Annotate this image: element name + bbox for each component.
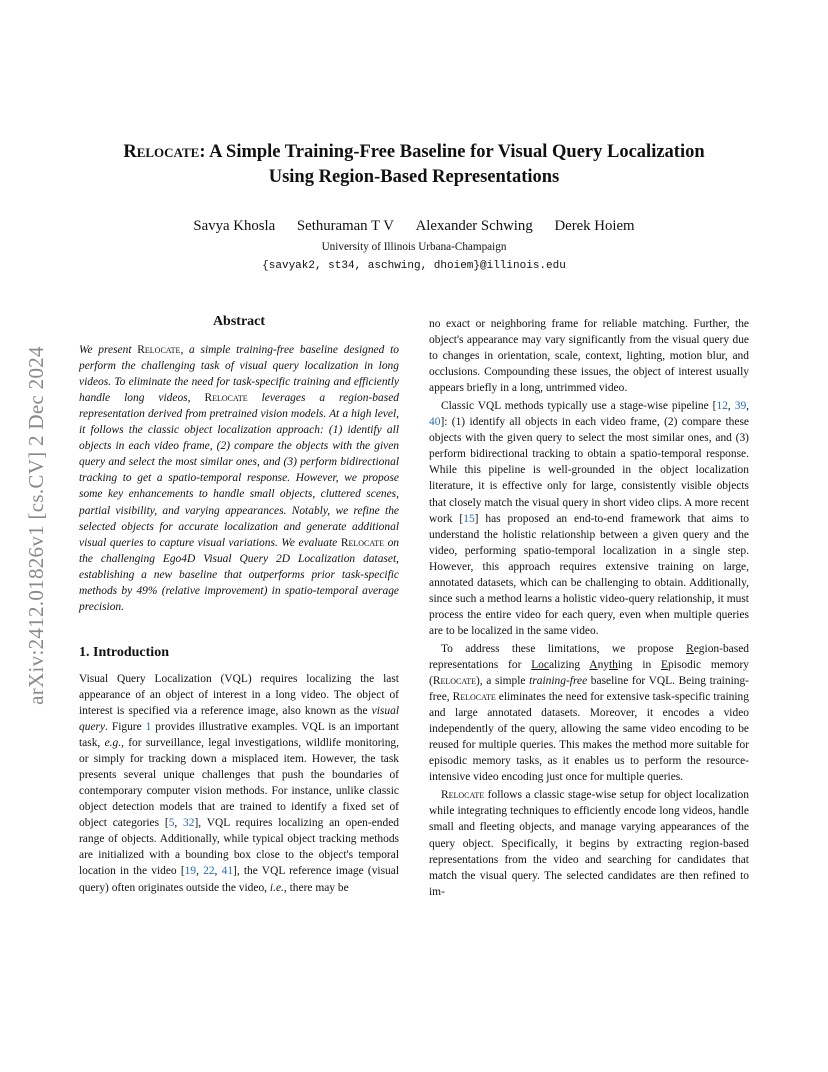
- affiliation: University of Illinois Urbana-Champaign: [321, 241, 507, 253]
- body-paragraph: no exact or neighboring frame for reliable matching. Further, the object's appearance may vary significantly from the visual query due to changes in orientation, scale, context, lighting, motion blur, and occlusions. Compounding these issues, the object of interest usually appears briefly in a long, untrimmed video.: [429, 318, 749, 395]
- text-segment: Visual Query Localization (VQL) requires localizing the last appearance of an object of interest in a long video. The object of interest is specified via a reference image, also known as the: [79, 672, 399, 717]
- emphasis: e.g.: [104, 737, 122, 750]
- abstract-segment: , a simple training-free baseline designed to perform the challenging task of visual query localization in long videos. To eliminate the need for task-specific training and efficiently handle long videos,: [79, 344, 399, 405]
- citation-link[interactable]: 12: [716, 400, 728, 413]
- text-segment: alizing: [548, 658, 590, 671]
- body-paragraph: [429, 398, 749, 639]
- citation-link[interactable]: 19: [184, 865, 197, 878]
- citation-link[interactable]: 40: [429, 416, 441, 429]
- paper-title: [80, 140, 748, 190]
- author-name: Savya Khosla: [193, 218, 276, 234]
- citation-link[interactable]: 32: [183, 817, 195, 830]
- author-name: Sethuraman T V: [296, 218, 394, 234]
- abstract-segment: on the challenging Ego4D Visual Query 2D Localization dataset, establishing a new baseline that outperforms prior task-specific methods by 49% (relative improvement) in spatio-temporal average precision.: [79, 536, 400, 613]
- acronym-letter: A: [589, 658, 598, 671]
- citation-link[interactable]: 5: [168, 817, 175, 830]
- text-segment: ,: [214, 865, 222, 878]
- author-name: Alexander Schwing: [415, 218, 533, 234]
- citation-link[interactable]: 15: [463, 512, 475, 525]
- text-segment: egion-based representations for: [429, 642, 749, 671]
- author-emails: {savyak2, st34, aschwing, dhoiem}@illinois.edu: [262, 260, 566, 272]
- text-segment: ,: [746, 400, 750, 413]
- text-segment: ,: [174, 817, 184, 830]
- method-name: Relocate: [452, 691, 496, 704]
- text-segment: ] has proposed an end-to-end framework that aims to understand the holistic relationship between a given query and the video, performing spatio-temporal localization in a single step. However, this approach requires extensive training on large, annotated datasets, which can be challenging to obtain. Additionally, since such a method learns a holistic video-query relationship, it must process the entire video for each query, even when multiple queries are to be localized in the same video.: [429, 512, 749, 637]
- title-line-1: [80, 140, 748, 165]
- abstract-segment: We present: [79, 344, 138, 357]
- emphasis: visual query: [79, 704, 399, 734]
- body-paragraph: [429, 787, 749, 899]
- figure-link[interactable]: 1: [145, 721, 152, 734]
- section-heading-introduction: 1. Introduction: [79, 644, 169, 660]
- abstract-segment: leverages a region-based representation derived from pretrained vision models. At a high level, it follows the classic object localization approach: (1) identify all objects in each video frame, (2) compare the objects with the given query and select the most similar ones, and (3) perform bidirectional tracking to get a spatio-temporal response. However, we propose some key enhancements to handle small objects, cluttered scenes, partial visibility, and varying appearances. Notably, we refine the selected objects for accurate localization and generate additional visual queries to capture visual variations. We evaluate: [79, 392, 399, 549]
- text-segment: ], the VQL reference image (visual query) often originates outside the video,: [79, 865, 400, 894]
- text-segment: ], VQL requires localizing an open-ended range of objects. Additionally, while typical object tracking methods are initialized with a bounding box close to the object's temporal location in the video [: [79, 817, 400, 878]
- title-line-1-rest: : A Simple Training-Free Baseline for Visual Query Localization: [199, 142, 705, 162]
- method-name: Relocate: [137, 344, 181, 357]
- left-column: [79, 300, 399, 896]
- acronym-letter: E: [661, 658, 669, 671]
- text-segment: ,: [196, 865, 204, 878]
- acronym-letter: th: [609, 658, 618, 671]
- method-name: Relocate: [204, 392, 248, 405]
- title-method-name: Relocate: [123, 142, 200, 162]
- text-segment: pisodic memory (: [429, 658, 750, 688]
- acronym-letter: Loc: [531, 658, 549, 671]
- abstract-text: [79, 342, 399, 615]
- acronym-letter: R: [686, 642, 694, 655]
- text-segment: ]: (1) identify all objects in each video frame, (2) compare these objects with the given query to select the most similar ones, and (3) perform bidirectional tracking to obtain a spatio-temporal response. While this pipeline is well-grounded in the object localization literature, it is effective only for large, consistently visible objects that closely match the visual query in short video clips. A more recent work [: [429, 416, 749, 525]
- citation-link[interactable]: 22: [203, 865, 215, 878]
- text-segment: , there may be: [283, 881, 349, 894]
- citation-link[interactable]: 39: [734, 400, 747, 413]
- text-segment: ing in: [617, 658, 662, 671]
- text-segment: follows a classic stage-wise setup for object localization while integrating techniques to efficiently encode long videos, handle small and fleeting objects, and manage varying appearances of the query object. Specifically, it begins by extracting region-based representations from the video and searching for candidates that match the visual query. The selected candidates are then refined to im-: [429, 789, 749, 898]
- author-name: Derek Hoiem: [554, 218, 635, 234]
- author-list: [80, 218, 748, 235]
- body-paragraph: [429, 641, 749, 785]
- text-segment: ny: [597, 658, 609, 671]
- text-segment: eliminates the need for extensive task-specific training and large annotated datasets. Moreover, it encodes a video independently of the query, allowing the same video encoding to be reused for multiple queries. This makes the method more suitable for episodic memory tasks, as it enables us to perform the resource-intensive video encoding just once for multiple queries.: [429, 691, 749, 784]
- text-segment: baseline for VQL. Being training-free,: [429, 675, 749, 704]
- text-segment: ), a simple: [476, 675, 530, 688]
- method-name: Relocate: [432, 675, 476, 688]
- text-segment: . Figure: [105, 721, 146, 734]
- text-segment: To address these limitations, we propose: [441, 642, 687, 655]
- emphasis: i.e.: [269, 881, 284, 894]
- text-segment: ,: [727, 400, 735, 413]
- text-segment: provides illustrative examples. VQL is an important task,: [79, 721, 399, 750]
- intro-paragraph: [79, 671, 399, 896]
- text-segment: , for surveillance, legal investigations, wildlife monitoring, or simply for tracking down a misplaced item. However, the task presents several unique challenges that push the boundaries of contemporary computer vision methods. For instance, unlike classic object detection models that are trained to identify a fixed set of object categories [: [79, 737, 399, 830]
- abstract-heading: Abstract: [212, 314, 266, 329]
- text-segment: Classic VQL methods typically use a stage-wise pipeline [: [441, 400, 717, 413]
- right-column: [429, 316, 749, 900]
- method-name: Relocate: [441, 789, 485, 802]
- arxiv-id-label: arXiv:2412.01826v1 [cs.CV] 2 Dec 2024: [23, 345, 48, 705]
- method-name: Relocate: [340, 536, 384, 549]
- emphasis: training-free: [529, 675, 588, 688]
- title-line-2: Using Region-Based Representations: [268, 167, 560, 187]
- arxiv-sidebar-stamp: [10, 280, 62, 770]
- citation-link[interactable]: 41: [221, 865, 234, 878]
